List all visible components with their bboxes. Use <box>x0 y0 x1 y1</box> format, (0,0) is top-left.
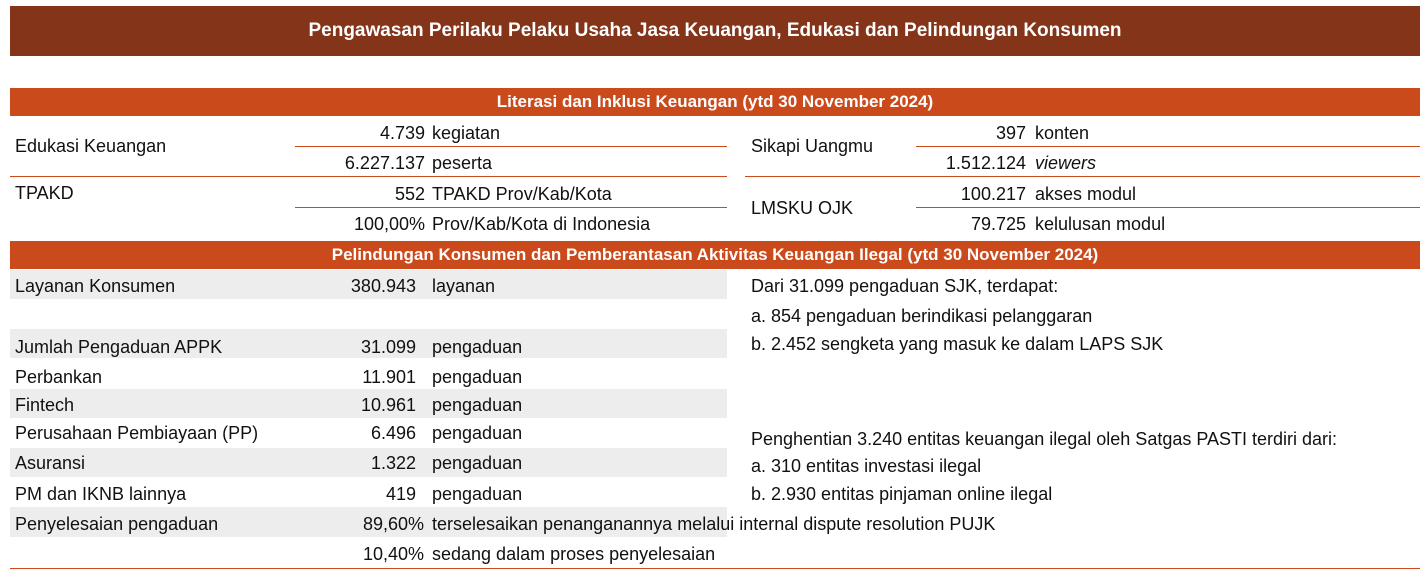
note-satgas-b: b. 2.930 entitas pinjaman online ilegal <box>751 484 1053 504</box>
row-unit: pengaduan <box>432 395 523 415</box>
row-unit: pengaduan <box>432 337 523 357</box>
note-satgas-a: a. 310 entitas investasi ilegal <box>751 456 982 476</box>
edukasi-unit-1: kegiatan <box>432 123 501 143</box>
divider <box>745 176 1420 177</box>
note-pengaduan-b: b. 2.452 sengketa yang masuk ke dalam LAPS SJK <box>751 334 1164 354</box>
row-label: PM dan IKNB lainnya <box>15 484 187 504</box>
divider <box>295 207 727 208</box>
sikapi-label: Sikapi Uangmu <box>751 136 874 156</box>
divider <box>916 207 1420 208</box>
divider <box>916 146 1420 147</box>
tpakd-value-2: 100,00% <box>353 214 425 234</box>
tpakd-unit-2: Prov/Kab/Kota di Indonesia <box>432 214 651 234</box>
edukasi-unit-2: peserta <box>432 153 493 173</box>
row-value: 380.943 <box>350 276 416 296</box>
row-label: Perusahaan Pembiayaan (PP) <box>15 423 259 443</box>
row-unit: pengaduan <box>432 367 523 387</box>
row-label: Jumlah Pengaduan APPK <box>15 337 223 357</box>
penyelesaian-unit-2: sedang dalam proses penyelesaian <box>432 544 716 564</box>
edukasi-label: Edukasi Keuangan <box>15 136 167 156</box>
section-title-pelindungan: Pelindungan Konsumen dan Pemberantasan Aktivitas Keuangan Ilegal (ytd 30 November 2024) <box>10 241 1420 269</box>
edukasi-value-2: 6.227.137 <box>344 153 425 173</box>
edukasi-value-1: 4.739 <box>379 123 425 143</box>
divider <box>295 146 727 147</box>
sikapi-unit-2: viewers <box>1035 153 1097 173</box>
penyelesaian-unit-1: terselesaikan penanganannya melalui internal dispute resolution PUJK <box>432 514 996 534</box>
note-pengaduan-intro: Dari 31.099 pengaduan SJK, terdapat: <box>751 276 1059 296</box>
row-value: 419 <box>385 484 416 504</box>
row-label: Asuransi <box>15 453 86 473</box>
tpakd-label: TPAKD <box>15 183 74 203</box>
lmsku-value-2: 79.725 <box>970 214 1026 234</box>
row-value: 10.961 <box>360 395 416 415</box>
sikapi-value-2: 1.512.124 <box>945 153 1026 173</box>
row-value: 11.901 <box>362 367 416 387</box>
row-unit: pengaduan <box>432 453 523 473</box>
row-value: 6.496 <box>370 423 416 443</box>
sikapi-value-1: 397 <box>995 123 1026 143</box>
lmsku-unit-2: kelulusan modul <box>1035 214 1166 234</box>
tpakd-unit-1: TPAKD Prov/Kab/Kota <box>432 184 612 204</box>
row-unit: layanan <box>432 276 496 296</box>
row-label: Layanan Konsumen <box>15 276 176 296</box>
note-satgas-intro: Penghentian 3.240 entitas keuangan ilegal oleh Satgas PASTI terdiri dari: <box>751 429 1338 449</box>
penyelesaian-value-1: 89,60% <box>362 514 424 534</box>
penyelesaian-label: Penyelesaian pengaduan <box>15 514 219 534</box>
row-label: Fintech <box>15 395 75 415</box>
sikapi-unit-1: konten <box>1035 123 1090 143</box>
page-title: Pengawasan Perilaku Pelaku Usaha Jasa Keuangan, Edukasi dan Pelindungan Konsumen <box>10 6 1420 56</box>
row-label: Perbankan <box>15 367 103 387</box>
row-value: 1.322 <box>370 453 416 473</box>
bottom-divider <box>10 568 1420 569</box>
row-unit: pengaduan <box>432 484 523 504</box>
row-unit: pengaduan <box>432 423 523 443</box>
lmsku-value-1: 100.217 <box>960 184 1026 204</box>
divider <box>10 176 727 177</box>
penyelesaian-value-2: 10,40% <box>362 544 424 564</box>
lmsku-label: LMSKU OJK <box>751 198 854 218</box>
section-title-literasi: Literasi dan Inklusi Keuangan (ytd 30 November 2024) <box>10 88 1420 116</box>
lmsku-unit-1: akses modul <box>1035 184 1137 204</box>
tpakd-value-1: 552 <box>394 184 425 204</box>
note-pengaduan-a: a. 854 pengaduan berindikasi pelanggaran <box>751 306 1093 326</box>
row-value: 31.099 <box>360 337 416 357</box>
